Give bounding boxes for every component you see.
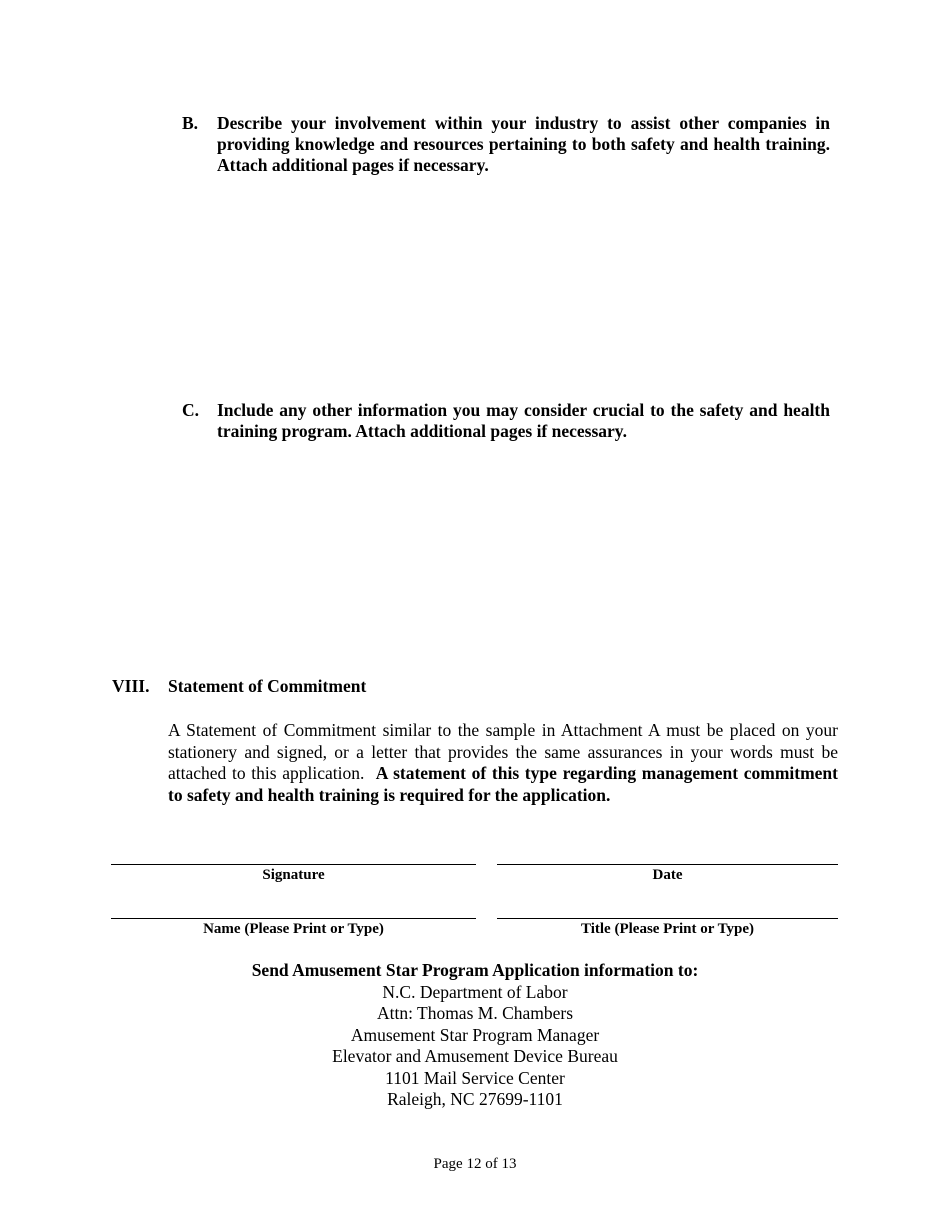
signature-line[interactable]: [111, 864, 476, 865]
statement-plain-text: A Statement of Commitment similar to the sample in Attachment A must be placed on your stationery and signed, or a letter that provides the same assurances in your words must be attached to this application.: [168, 720, 838, 783]
address-line: Attn: Thomas M. Chambers: [376, 1003, 574, 1023]
name-label: Name (Please Print or Type): [203, 921, 384, 937]
signature-label: Signature: [262, 867, 325, 883]
page-number: Page 12 of 13: [433, 1156, 517, 1172]
address-line: N.C. Department of Labor: [382, 981, 568, 1002]
mailing-heading: Send Amusement Star Program Application information to:: [251, 960, 699, 980]
address-line: Raleigh, NC 27699-1101: [387, 1089, 563, 1109]
name-line[interactable]: [111, 918, 476, 919]
mailing-address: [0, 960, 950, 1111]
question-b: [182, 113, 830, 176]
address-line: Amusement Star Program Manager: [350, 1024, 600, 1045]
question-b-letter: B.: [182, 113, 199, 133]
statement-bold-text: A statement of this type regarding management commitment to safety and health training is required for the application.: [168, 763, 838, 805]
section-title: Statement of Commitment: [168, 676, 367, 696]
question-b-text: Describe your involvement within your industry to assist other companies in providing knowledge and resources pertaining to both safety and health training. Attach additional pages if necessary.: [217, 113, 830, 175]
date-label: Date: [652, 867, 683, 883]
question-c: [182, 400, 830, 442]
address-line: Elevator and Amusement Device Bureau: [332, 1046, 618, 1066]
address-line: 1101 Mail Service Center: [385, 1067, 565, 1088]
question-c-letter: C.: [182, 400, 200, 420]
statement-paragraph: [168, 720, 838, 806]
title-label: Title (Please Print or Type): [580, 921, 755, 937]
title-line[interactable]: [497, 918, 838, 919]
section-number: VIII.: [112, 676, 150, 696]
question-c-text: Include any other information you may consider crucial to the safety and health training program. Attach additional pages if necessary.: [217, 400, 830, 441]
date-line[interactable]: [497, 864, 838, 865]
